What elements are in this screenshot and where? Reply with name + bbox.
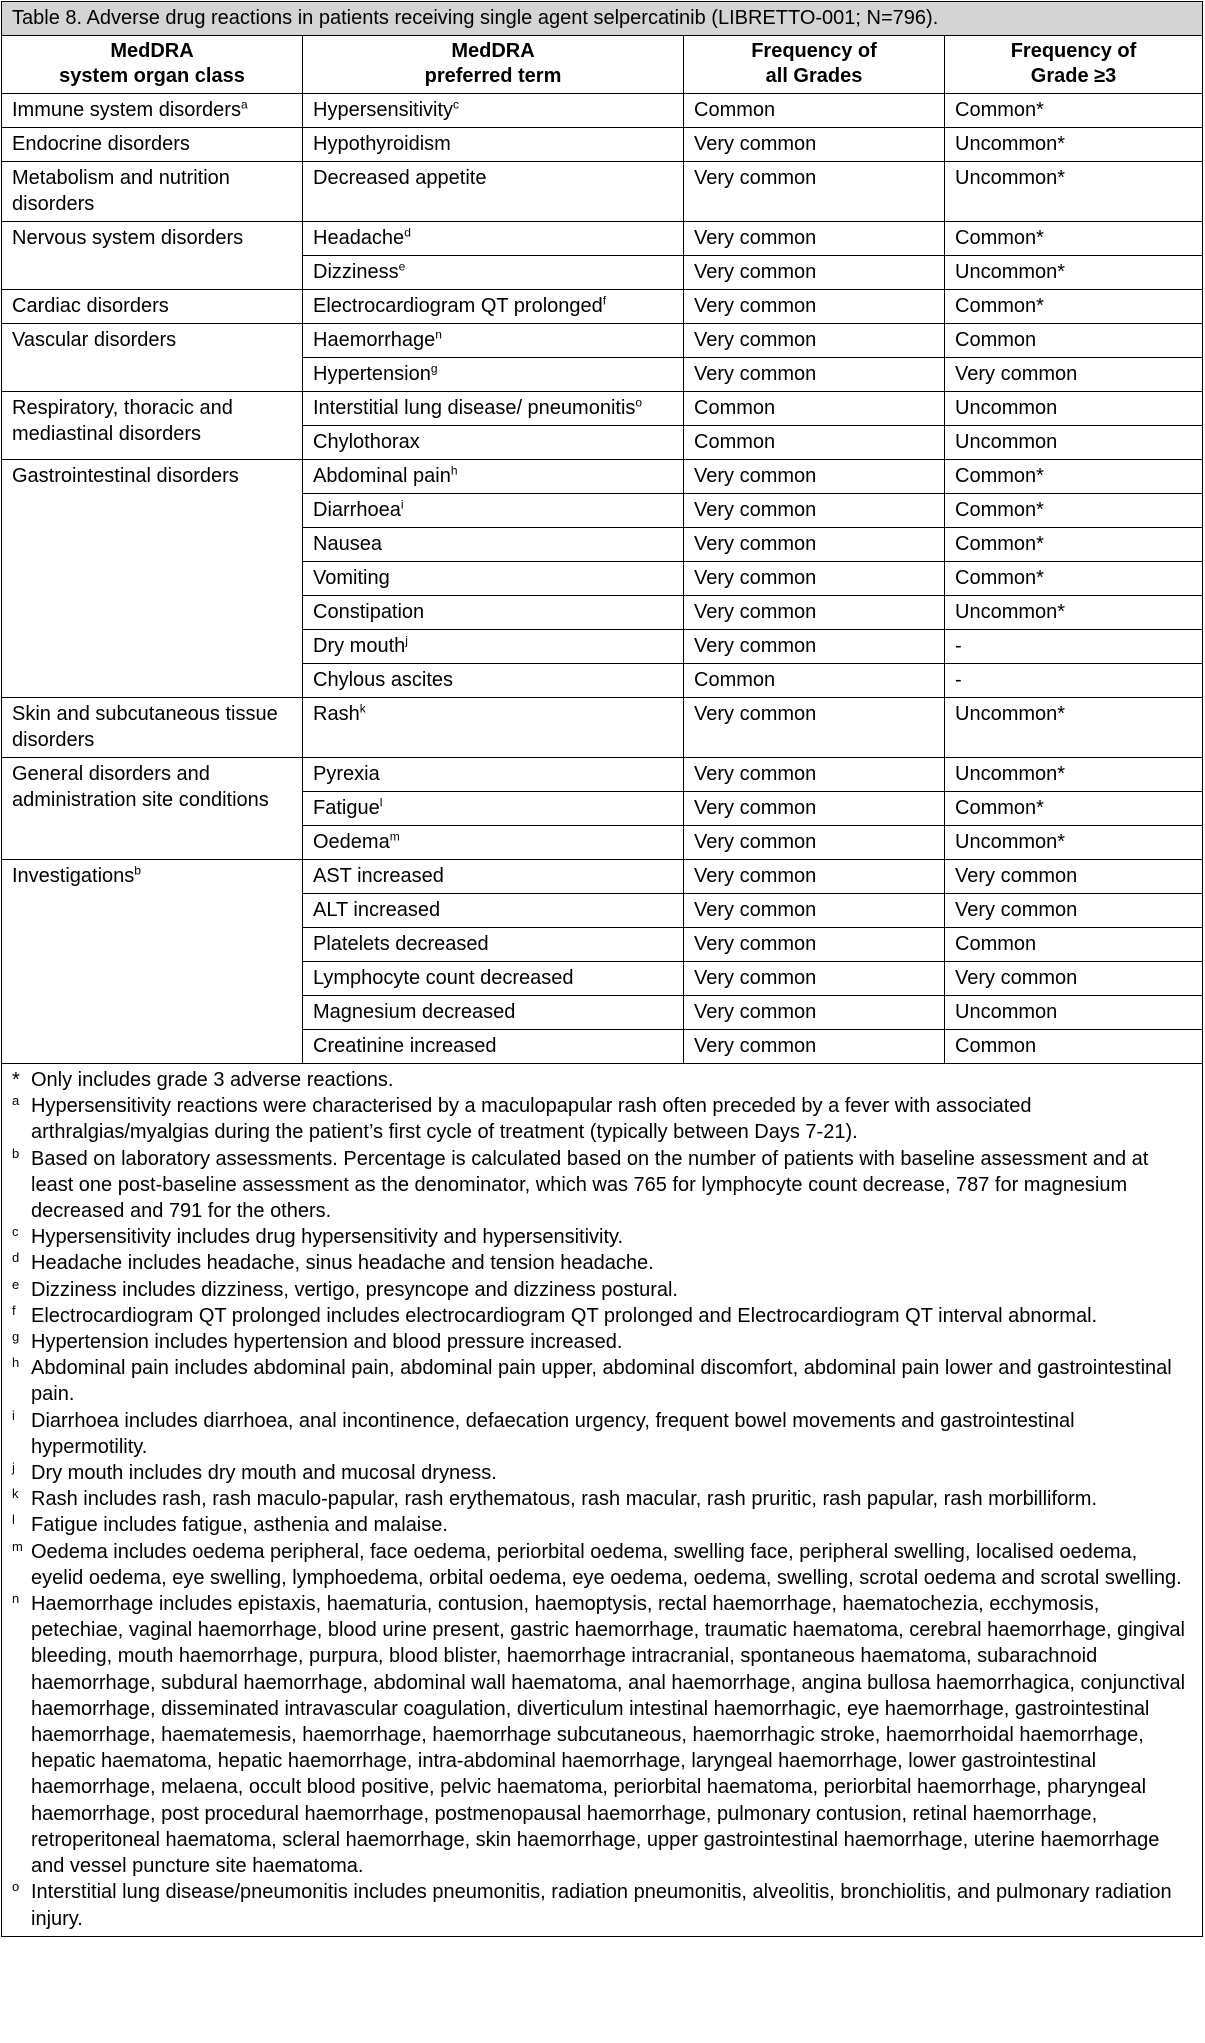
footnote-text: Dizziness includes dizziness, vertigo, presyncope and dizziness postural. bbox=[31, 1278, 678, 1301]
frequency-grade3-cell: Common* bbox=[945, 460, 1203, 494]
frequency-grade3-cell: Very common bbox=[945, 962, 1203, 996]
footnote-text: Dry mouth includes dry mouth and mucosal dryness. bbox=[31, 1462, 497, 1485]
term-cell bbox=[303, 562, 684, 596]
frequency-all-cell: Common bbox=[684, 426, 945, 460]
footnote-ref: k bbox=[359, 701, 366, 716]
footnote-text: Hypersensitivity includes drug hypersensitivity and hypersensitivity. bbox=[31, 1226, 624, 1249]
term-label: Nausea bbox=[313, 533, 382, 555]
term-label: Abdominal pain bbox=[313, 465, 451, 487]
term-label: Interstitial lung disease/ pneumonitis bbox=[313, 397, 636, 419]
footnote-ref: f bbox=[602, 293, 607, 308]
term-label: Lymphocyte count decreased bbox=[313, 967, 574, 989]
term-label: Diarrhoea bbox=[313, 499, 401, 521]
footnote bbox=[12, 1879, 1192, 1931]
header-preferred-term: MedDRA preferred term bbox=[303, 36, 684, 94]
term-cell bbox=[303, 494, 684, 528]
term-cell bbox=[303, 826, 684, 860]
frequency-grade3-cell: Uncommon* bbox=[945, 826, 1203, 860]
term-label: Hypertension bbox=[313, 363, 431, 385]
term-label: Constipation bbox=[313, 601, 425, 623]
soc-label: Gastrointestinal disorders bbox=[12, 465, 239, 487]
footnote-text: Diarrhoea includes diarrhoea, anal incontinence, defaecation urgency, frequent bowel movements and gastrointestinal hypermotility. bbox=[31, 1409, 1075, 1458]
footnote-ref: n bbox=[435, 327, 442, 342]
frequency-all-cell: Very common bbox=[684, 962, 945, 996]
footnote-ref: j bbox=[405, 633, 408, 648]
frequency-all-cell: Very common bbox=[684, 630, 945, 664]
term-label: Pyrexia bbox=[313, 763, 380, 785]
frequency-grade3-cell: Uncommon* bbox=[945, 128, 1203, 162]
frequency-grade3-cell: - bbox=[945, 630, 1203, 664]
soc-cell bbox=[2, 392, 303, 460]
term-label: Hypothyroidism bbox=[313, 133, 451, 155]
frequency-grade3-cell: Very common bbox=[945, 860, 1203, 894]
term-cell bbox=[303, 894, 684, 928]
footnote-text: Headache includes headache, sinus headache and tension headache. bbox=[31, 1252, 654, 1275]
frequency-all-cell: Very common bbox=[684, 222, 945, 256]
footnote bbox=[12, 1512, 1192, 1538]
term-cell bbox=[303, 758, 684, 792]
term-cell bbox=[303, 664, 684, 698]
soc-cell bbox=[2, 94, 303, 128]
frequency-all-cell: Common bbox=[684, 392, 945, 426]
footnote-mark: k bbox=[12, 1486, 19, 1502]
footnote-mark: f bbox=[12, 1302, 16, 1318]
frequency-grade3-cell: - bbox=[945, 664, 1203, 698]
frequency-grade3-cell: Uncommon bbox=[945, 426, 1203, 460]
footnote bbox=[12, 1277, 1192, 1303]
soc-label: Cardiac disorders bbox=[12, 295, 169, 317]
term-cell bbox=[303, 1030, 684, 1064]
footnote bbox=[12, 1539, 1192, 1591]
footnotes bbox=[2, 1064, 1203, 1937]
soc-cell bbox=[2, 324, 303, 392]
footnote-ref: c bbox=[453, 97, 460, 112]
soc-label: Immune system disorders bbox=[12, 99, 241, 121]
footnote-text: Fatigue includes fatigue, asthenia and malaise. bbox=[31, 1514, 448, 1537]
footnote-ref: l bbox=[379, 795, 383, 810]
term-cell bbox=[303, 426, 684, 460]
footnote-mark: a bbox=[12, 1093, 20, 1109]
soc-label: Metabolism and nutrition disorders bbox=[12, 167, 230, 215]
soc-cell bbox=[2, 162, 303, 222]
term-cell bbox=[303, 996, 684, 1030]
frequency-all-cell: Very common bbox=[684, 792, 945, 826]
header-frequency-grade3: Frequency of Grade ≥3 bbox=[945, 36, 1203, 94]
footnote-ref: b bbox=[134, 863, 141, 878]
header-soc: MedDRA system organ class bbox=[2, 36, 303, 94]
term-cell bbox=[303, 596, 684, 630]
table-row bbox=[2, 94, 1203, 128]
frequency-grade3-cell: Common* bbox=[945, 290, 1203, 324]
frequency-all-cell: Very common bbox=[684, 562, 945, 596]
frequency-all-cell: Very common bbox=[684, 928, 945, 962]
frequency-grade3-cell: Common* bbox=[945, 528, 1203, 562]
term-label: Fatigue bbox=[313, 797, 380, 819]
term-cell bbox=[303, 962, 684, 996]
table-row bbox=[2, 460, 1203, 494]
frequency-grade3-cell: Common* bbox=[945, 494, 1203, 528]
frequency-all-cell: Very common bbox=[684, 826, 945, 860]
footnote bbox=[12, 1224, 1192, 1250]
term-label: Rash bbox=[313, 703, 360, 725]
soc-label: Skin and subcutaneous tissue disorders bbox=[12, 703, 278, 751]
term-cell bbox=[303, 792, 684, 826]
frequency-grade3-cell: Uncommon* bbox=[945, 758, 1203, 792]
term-label: ALT increased bbox=[313, 899, 441, 921]
footnote-ref: o bbox=[635, 395, 643, 410]
footnote bbox=[12, 1355, 1192, 1407]
footnote-mark: o bbox=[12, 1879, 20, 1895]
term-label: Oedema bbox=[313, 831, 390, 853]
frequency-all-cell: Very common bbox=[684, 290, 945, 324]
term-cell bbox=[303, 222, 684, 256]
footnote-text: Abdominal pain includes abdominal pain, abdominal pain upper, abdominal discomfort, abdominal pain lower and gastrointestinal pain. bbox=[31, 1357, 1172, 1406]
footnote-mark: g bbox=[12, 1329, 20, 1345]
footnote-mark: h bbox=[12, 1355, 20, 1371]
frequency-all-cell: Very common bbox=[684, 162, 945, 222]
document-page bbox=[1, 1, 1202, 1937]
adverse-reactions-table bbox=[1, 1, 1203, 1937]
frequency-grade3-cell: Common* bbox=[945, 222, 1203, 256]
footnote-text: Oedema includes oedema peripheral, face oedema, periorbital oedema, swelling face, peripheral swelling, localised oedema, eyelid oedema, eye swelling, lymphoedema, orbital oedema, eye oedema, oedema, swelling, scrotal oedema and scrotal swelling. bbox=[31, 1540, 1182, 1589]
soc-label: General disorders and administration site conditions bbox=[12, 763, 269, 811]
frequency-grade3-cell: Uncommon* bbox=[945, 256, 1203, 290]
term-cell bbox=[303, 290, 684, 324]
term-label: Platelets decreased bbox=[313, 933, 489, 955]
term-cell bbox=[303, 94, 684, 128]
term-cell bbox=[303, 162, 684, 222]
frequency-grade3-cell: Uncommon* bbox=[945, 698, 1203, 758]
footnote-mark: n bbox=[12, 1591, 20, 1607]
table-row bbox=[2, 860, 1203, 894]
footnote-mark: j bbox=[12, 1460, 15, 1476]
frequency-all-cell: Very common bbox=[684, 460, 945, 494]
frequency-all-cell: Very common bbox=[684, 758, 945, 792]
footnote bbox=[12, 1591, 1192, 1879]
term-cell bbox=[303, 324, 684, 358]
footnote-text: Based on laboratory assessments. Percentage is calculated based on the number of patients with baseline assessment and at least one post-baseline assessment as the denominator, which was 765 for lymphocyte count decrease, 787 for magnesium decreased and 791 for the others. bbox=[31, 1147, 1149, 1223]
frequency-grade3-cell: Very common bbox=[945, 358, 1203, 392]
term-cell bbox=[303, 860, 684, 894]
frequency-all-cell: Very common bbox=[684, 860, 945, 894]
term-cell bbox=[303, 460, 684, 494]
table-row bbox=[2, 290, 1203, 324]
footnote bbox=[12, 1093, 1192, 1145]
frequency-grade3-cell: Uncommon bbox=[945, 996, 1203, 1030]
soc-label: Vascular disorders bbox=[12, 329, 177, 351]
frequency-all-cell: Very common bbox=[684, 358, 945, 392]
frequency-all-cell: Very common bbox=[684, 596, 945, 630]
term-label: Vomiting bbox=[313, 567, 390, 589]
term-label: Hypersensitivity bbox=[313, 99, 454, 121]
frequency-all-cell: Very common bbox=[684, 698, 945, 758]
footnote-text: Hypersensitivity reactions were characterised by a maculopapular rash often preceded by a fever with associated arthralgias/myalgias during the patient’s first cycle of treatment (typically between Days 7-21). bbox=[31, 1095, 1032, 1144]
table-row bbox=[2, 162, 1203, 222]
footnote-ref: i bbox=[400, 497, 404, 512]
frequency-grade3-cell: Uncommon bbox=[945, 392, 1203, 426]
term-label: Dizziness bbox=[313, 261, 399, 283]
soc-cell bbox=[2, 222, 303, 290]
term-label: Headache bbox=[313, 227, 405, 249]
table-row bbox=[2, 222, 1203, 256]
footnote bbox=[12, 1146, 1192, 1225]
term-cell bbox=[303, 630, 684, 664]
soc-cell bbox=[2, 460, 303, 698]
term-cell bbox=[303, 928, 684, 962]
term-label: AST increased bbox=[313, 865, 444, 887]
footnote-text: Hypertension includes hypertension and blood pressure increased. bbox=[31, 1331, 623, 1354]
footnote bbox=[12, 1329, 1192, 1355]
term-label: Chylothorax bbox=[313, 431, 420, 453]
footnote-text: Interstitial lung disease/pneumonitis includes pneumonitis, radiation pneumonitis, alveolitis, bronchiolitis, and pulmonary radiation injury. bbox=[31, 1881, 1172, 1930]
footnote bbox=[12, 1067, 1192, 1093]
frequency-all-cell: Very common bbox=[684, 528, 945, 562]
term-label: Decreased appetite bbox=[313, 167, 487, 189]
table-body bbox=[2, 94, 1203, 1064]
table-row bbox=[2, 698, 1203, 758]
soc-cell bbox=[2, 128, 303, 162]
term-label: Haemorrhage bbox=[313, 329, 436, 351]
frequency-all-cell: Common bbox=[684, 94, 945, 128]
footnote-text: Electrocardiogram QT prolonged includes electrocardiogram QT prolonged and Electrocardiogram QT interval abnormal. bbox=[31, 1304, 1098, 1327]
frequency-all-cell: Very common bbox=[684, 324, 945, 358]
term-label: Magnesium decreased bbox=[313, 1001, 516, 1023]
footnote-mark: c bbox=[12, 1224, 19, 1240]
frequency-all-cell: Very common bbox=[684, 1030, 945, 1064]
term-label: Electrocardiogram QT prolonged bbox=[313, 295, 603, 317]
footnote-mark: d bbox=[12, 1250, 20, 1266]
frequency-all-cell: Very common bbox=[684, 128, 945, 162]
footnote bbox=[12, 1486, 1192, 1512]
frequency-grade3-cell: Common* bbox=[945, 562, 1203, 596]
footnote-mark: * bbox=[12, 1069, 20, 1091]
footnote-mark: i bbox=[12, 1407, 15, 1423]
frequency-grade3-cell: Common* bbox=[945, 792, 1203, 826]
term-cell bbox=[303, 358, 684, 392]
frequency-all-cell: Very common bbox=[684, 996, 945, 1030]
frequency-all-cell: Very common bbox=[684, 256, 945, 290]
footnote-mark: b bbox=[12, 1145, 20, 1161]
footnote-ref: g bbox=[430, 361, 438, 376]
footnote bbox=[12, 1303, 1192, 1329]
footnote-text: Haemorrhage includes epistaxis, haematuria, contusion, haemoptysis, rectal haemorrhage, haematochezia, ecchymosis, petechiae, vaginal haemorrhage, blood urine present, gastric haemorrhage, traumatic haematoma, cerebral haemorrhage, gingival bleeding, mouth haemorrhage, purpura, blood blister, haemorrhage intracranial, spontaneous haematoma, subarachnoid haemorrhage, subdural haemorrhage, abdominal wall haematoma, anal haemorrhage, angina bullosa haemorrhagica, conjunctival haemorrhage, disseminated intravascular coagulation, diverticulum intestinal haemorrhagic, eye haemorrhage, gastrointestinal haemorrhage, haematemesis, haemorrhage, haemorrhage subcutaneous, haemorrhagic stroke, haemorrhoidal haemorrhage, hepatic haematoma, hepatic haemorrhage, intra-abdominal haemorrhage, laryngeal haemorrhage, lower gastrointestinal haemorrhage, melaena, occult blood positive, pelvic haematoma, periorbital haematoma, periorbital haemorrhage, pharyngeal haemorrhage, post procedural haemorrhage, postmenopausal haemorrhage, pulmonary contusion, retinal haemorrhage, retroperitoneal haematoma, scleral haemorrhage, skin haemorrhage, upper gastrointestinal haemorrhage, uterine haemorrhage and vessel puncture site haematoma. bbox=[31, 1593, 1186, 1878]
footnote bbox=[12, 1408, 1192, 1460]
term-label: Chylous ascites bbox=[313, 669, 454, 691]
table-row bbox=[2, 128, 1203, 162]
term-cell bbox=[303, 698, 684, 758]
soc-label: Respiratory, thoracic and mediastinal disorders bbox=[12, 397, 233, 445]
footnote bbox=[12, 1460, 1192, 1486]
header-frequency-all: Frequency of all Grades bbox=[684, 36, 945, 94]
soc-label: Investigations bbox=[12, 865, 135, 887]
soc-cell bbox=[2, 758, 303, 860]
frequency-grade3-cell: Common bbox=[945, 1030, 1203, 1064]
footnote-ref: h bbox=[450, 463, 458, 478]
term-label: Dry mouth bbox=[313, 635, 406, 657]
term-label: Creatinine increased bbox=[313, 1035, 497, 1057]
frequency-grade3-cell: Very common bbox=[945, 894, 1203, 928]
soc-cell bbox=[2, 290, 303, 324]
footnote-mark: m bbox=[12, 1538, 23, 1554]
frequency-grade3-cell: Common bbox=[945, 928, 1203, 962]
footnote-ref: m bbox=[389, 829, 400, 844]
footnote-mark: l bbox=[12, 1512, 15, 1528]
term-cell bbox=[303, 128, 684, 162]
frequency-grade3-cell: Common* bbox=[945, 94, 1203, 128]
footnote-mark: e bbox=[12, 1276, 20, 1292]
footnote-text: Rash includes rash, rash maculo-papular, rash erythematous, rash macular, rash pruritic, rash papular, rash morbilliform. bbox=[31, 1488, 1098, 1511]
term-cell bbox=[303, 392, 684, 426]
frequency-all-cell: Common bbox=[684, 664, 945, 698]
term-cell bbox=[303, 528, 684, 562]
soc-label: Endocrine disorders bbox=[12, 133, 190, 155]
footnote-ref: d bbox=[404, 225, 411, 240]
table-caption: Table 8. Adverse drug reactions in patients receiving single agent selpercatinib (LIBRETTO-001; N=796). bbox=[2, 2, 1203, 36]
footnote-text: Only includes grade 3 adverse reactions. bbox=[31, 1069, 394, 1091]
frequency-grade3-cell: Common bbox=[945, 324, 1203, 358]
term-cell bbox=[303, 256, 684, 290]
footnote bbox=[12, 1250, 1192, 1276]
soc-cell bbox=[2, 860, 303, 1064]
table-row bbox=[2, 392, 1203, 426]
header-row bbox=[2, 36, 1203, 94]
table-row bbox=[2, 324, 1203, 358]
soc-cell bbox=[2, 698, 303, 758]
frequency-grade3-cell: Uncommon* bbox=[945, 596, 1203, 630]
footnote-ref: a bbox=[240, 97, 248, 112]
table-row bbox=[2, 758, 1203, 792]
footnote-ref: e bbox=[398, 259, 406, 274]
soc-label: Nervous system disorders bbox=[12, 227, 244, 249]
frequency-all-cell: Very common bbox=[684, 894, 945, 928]
frequency-grade3-cell: Uncommon* bbox=[945, 162, 1203, 222]
frequency-all-cell: Very common bbox=[684, 494, 945, 528]
